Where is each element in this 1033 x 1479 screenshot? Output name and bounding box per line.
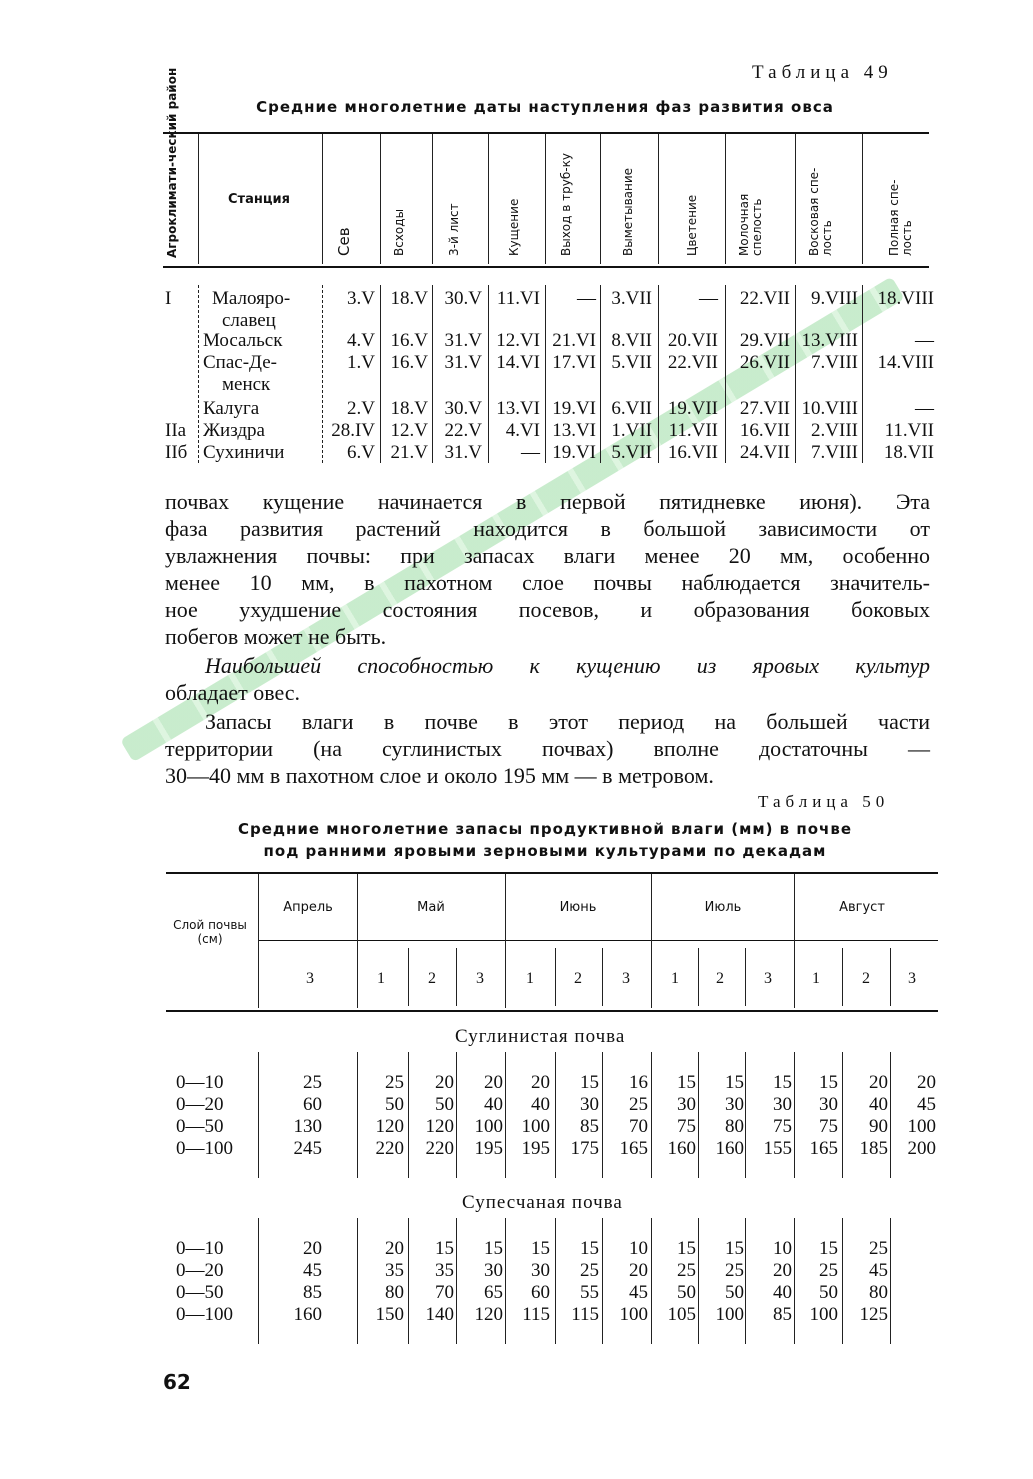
t50-decade-divider	[890, 948, 891, 1006]
t49-value-cell: 12.V	[390, 420, 428, 441]
t50-body-divider	[842, 1218, 843, 1344]
t50-divider	[258, 874, 259, 1008]
t50-value-cell: 100	[809, 1304, 838, 1325]
t50-value-cell: 15	[435, 1238, 454, 1259]
t49-value-cell: 7.VIII	[811, 442, 858, 463]
t49-value-cell: 2.VIII	[811, 420, 858, 441]
t50-value-cell: 25	[385, 1072, 404, 1093]
t49-header-wax-ripeness: Восковая спе-лость	[807, 167, 834, 256]
t50-value-cell: 165	[809, 1138, 838, 1159]
t49-value-cell: 31.V	[444, 352, 482, 373]
t49-body-divider	[380, 285, 381, 463]
t50-divider	[794, 874, 795, 1008]
t50-value-cell: 30	[677, 1094, 696, 1115]
t50-value-cell: 155	[763, 1138, 792, 1159]
p3-line: территории (на суглинистых почвах) вполне достаточны —	[165, 736, 930, 761]
t49-value-cell: 9.VIII	[811, 288, 858, 309]
t49-value-cell: 7.VIII	[811, 352, 858, 373]
t50-value-cell: 45	[629, 1282, 648, 1303]
t49-body-divider	[725, 285, 726, 463]
t49-station-cell-cont: славец	[222, 310, 276, 331]
t49-value-cell: 8.VII	[611, 330, 652, 351]
p2-line: Наибольшей способностью к кущению из яровых культур	[205, 653, 930, 678]
t49-body-divider	[658, 285, 659, 463]
t49-col-divider	[198, 134, 199, 264]
t50-value-cell: 30	[725, 1094, 744, 1115]
t50-value-cell: 40	[773, 1282, 792, 1303]
t50-value-cell: 25	[677, 1260, 696, 1281]
p3-last-line: 30—40 мм в пахотном слое и около 195 мм — в метровом.	[165, 763, 714, 788]
t50-value-cell: 20	[303, 1238, 322, 1259]
table50-month-rule	[258, 940, 938, 941]
t50-value-cell: 15	[677, 1238, 696, 1259]
t50-value-cell: 100	[474, 1116, 503, 1137]
t50-body-divider	[794, 1218, 795, 1344]
t50-value-cell: 45	[303, 1260, 322, 1281]
t49-header-full-ripeness: Полная спе-лость	[887, 179, 914, 256]
t50-decade-header: 2	[428, 970, 436, 987]
t49-col-divider	[658, 134, 659, 264]
t50-month-header: Август	[839, 900, 885, 915]
t50-value-cell: 20	[773, 1260, 792, 1281]
t50-month-header: Июнь	[559, 900, 597, 915]
t49-value-cell: 18.V	[390, 288, 428, 309]
t50-layer-cell: 0—20	[176, 1260, 224, 1281]
t49-col-divider	[545, 134, 546, 264]
t49-value-cell: 20.VII	[667, 330, 718, 351]
t49-value-cell: 16.V	[390, 330, 428, 351]
t50-value-cell: 35	[385, 1260, 404, 1281]
t49-value-cell: 11.VI	[496, 288, 540, 309]
t50-value-cell: 185	[859, 1138, 888, 1159]
t50-decade-divider	[555, 948, 556, 1006]
t49-value-cell: 18.V	[390, 398, 428, 419]
t50-value-cell: 75	[677, 1116, 696, 1137]
t49-value-cell: 21.V	[390, 442, 428, 463]
t50-value-cell: 75	[773, 1116, 792, 1137]
t50-value-cell: 20	[629, 1260, 648, 1281]
t50-layer-cell: 0—50	[176, 1282, 224, 1303]
t50-value-cell: 10	[773, 1238, 792, 1259]
t50-value-cell: 25	[629, 1094, 648, 1115]
t50-value-cell: 220	[425, 1138, 454, 1159]
t49-value-cell: 4.VI	[505, 420, 540, 441]
t50-body-divider	[357, 1052, 358, 1178]
t49-value-cell: 24.VII	[739, 442, 790, 463]
t50-decade-header: 2	[574, 970, 582, 987]
t49-header-milk-ripeness: Молочная спелость	[737, 193, 764, 256]
t49-value-cell: 31.V	[444, 442, 482, 463]
t50-body-divider	[602, 1052, 603, 1178]
t49-header-station: Станция	[228, 192, 290, 207]
t50-body-divider	[555, 1052, 556, 1178]
t50-value-cell: 20	[917, 1072, 936, 1093]
t50-layer-cell: 0—50	[176, 1116, 224, 1137]
t50-body-divider	[745, 1052, 746, 1178]
t49-col-divider	[725, 134, 726, 264]
t50-decade-header: 3	[622, 970, 630, 987]
table50-top-rule	[166, 872, 938, 874]
p1-line: ное ухудшение состояния посевов, и образования боковых	[165, 597, 930, 622]
table50-title-line2: под ранними яровыми зерновыми культурами по декадам	[263, 842, 827, 860]
t50-body-divider	[842, 1052, 843, 1178]
t50-value-cell: 105	[667, 1304, 696, 1325]
p3-line: Запасы влаги в почве в этот период на большей части	[205, 709, 930, 734]
t50-value-cell: 160	[293, 1304, 322, 1325]
t50-decade-header: 1	[377, 970, 385, 987]
t50-value-cell: 60	[303, 1094, 322, 1115]
t49-value-cell: 1.V	[347, 352, 375, 373]
t50-month-header: Июль	[704, 900, 742, 915]
t50-decade-divider	[602, 948, 603, 1006]
t49-value-cell: 22.V	[444, 420, 482, 441]
p1-line: менее 10 мм, в пахотном слое почвы наблюдается значитель-	[165, 570, 930, 595]
paragraph-3	[165, 708, 930, 789]
t50-value-cell: 70	[629, 1116, 648, 1137]
table50-title-line1: Средние многолетние запасы продуктивной влаги (мм) в почве	[237, 820, 853, 838]
t50-value-cell: 125	[859, 1304, 888, 1325]
t49-value-cell: 13.VI	[496, 398, 540, 419]
t49-value-cell: 21.VI	[552, 330, 596, 351]
t50-value-cell: 15	[531, 1238, 550, 1259]
t49-value-cell: —	[577, 288, 596, 309]
t49-value-cell: 30.V	[444, 288, 482, 309]
t50-value-cell: 100	[619, 1304, 648, 1325]
t50-section-title: Суглинистая почва	[455, 1026, 626, 1047]
t50-value-cell: 85	[303, 1282, 322, 1303]
t50-value-cell: 50	[435, 1094, 454, 1115]
t50-value-cell: 30	[773, 1094, 792, 1115]
t49-value-cell: 3.V	[347, 288, 375, 309]
t49-header-region: Агроклимати-ческий район	[165, 67, 179, 258]
t49-value-cell: 19.VI	[552, 398, 596, 419]
t50-value-cell: 10	[629, 1238, 648, 1259]
t49-value-cell: 10.VIII	[801, 398, 858, 419]
t49-value-cell: 1.VII	[611, 420, 652, 441]
t50-value-cell: 100	[715, 1304, 744, 1325]
t49-station-cell: Сухиничи	[203, 442, 285, 463]
t50-layer-cell: 0—100	[176, 1304, 233, 1325]
t50-value-cell: 70	[435, 1282, 454, 1303]
table49-top-rule	[163, 132, 929, 134]
p1-last-line: побегов может не быть.	[165, 624, 387, 649]
t49-value-cell: 27.VII	[739, 398, 790, 419]
t49-col-divider	[380, 134, 381, 264]
t50-body-divider	[794, 1052, 795, 1178]
t50-body-divider	[456, 1052, 457, 1178]
t49-value-cell: 19.VII	[667, 398, 718, 419]
t50-decade-divider	[456, 948, 457, 1006]
t50-value-cell: 35	[435, 1260, 454, 1281]
t50-decade-header: 2	[716, 970, 724, 987]
t50-value-cell: 15	[580, 1072, 599, 1093]
t49-value-cell: —	[915, 398, 934, 419]
t49-body-divider	[322, 285, 323, 463]
t50-value-cell: 120	[375, 1116, 404, 1137]
t49-value-cell: 5.VII	[611, 442, 652, 463]
table50-label: Таблица 50	[758, 792, 890, 811]
t50-decade-divider	[842, 948, 843, 1006]
t49-value-cell: —	[521, 442, 540, 463]
table49-header-rule	[163, 266, 929, 268]
t50-header-layer: Слой почвы (см)	[173, 918, 247, 946]
t50-value-cell: 195	[521, 1138, 550, 1159]
p1-line: увлажнения почвы: при запасах влаги менее 20 мм, особенно	[165, 543, 930, 568]
t50-layer-cell: 0—10	[176, 1072, 224, 1093]
t49-value-cell: 13.VI	[552, 420, 596, 441]
t50-value-cell: 85	[773, 1304, 792, 1325]
t50-value-cell: 220	[375, 1138, 404, 1159]
t50-month-header: Май	[417, 900, 445, 915]
t50-decade-header: 3	[306, 970, 314, 987]
t49-value-cell: 17.VI	[552, 352, 596, 373]
t49-col-divider	[600, 134, 601, 264]
t50-value-cell: 25	[303, 1072, 322, 1093]
t50-value-cell: 130	[293, 1116, 322, 1137]
t49-value-cell: 29.VII	[739, 330, 790, 351]
t49-body-divider	[600, 285, 601, 463]
t50-value-cell: 25	[869, 1238, 888, 1259]
t49-station-cell: Мосальск	[203, 330, 283, 351]
paragraph-1	[165, 488, 930, 650]
t50-body-divider	[651, 1052, 652, 1178]
t50-value-cell: 45	[869, 1260, 888, 1281]
t50-body-divider	[602, 1218, 603, 1344]
t49-region-cell: I	[165, 288, 172, 309]
t49-station-cell: Спас-Де-	[203, 352, 277, 373]
t50-decade-header: 3	[476, 970, 484, 987]
t50-divider	[357, 874, 358, 1008]
t49-station-cell-cont: менск	[222, 374, 271, 395]
t50-section-title: Супесчаная почва	[462, 1192, 623, 1213]
t50-value-cell: 120	[425, 1116, 454, 1137]
t50-value-cell: 165	[619, 1138, 648, 1159]
t50-body-divider	[258, 1052, 259, 1178]
t50-value-cell: 100	[521, 1116, 550, 1137]
paragraph-2	[165, 652, 930, 706]
t49-value-cell: 3.VII	[611, 288, 652, 309]
t49-value-cell: 22.VII	[667, 352, 718, 373]
t50-value-cell: 15	[677, 1072, 696, 1093]
t50-value-cell: 200	[907, 1138, 936, 1159]
t49-header-booting: Выход в труб-ку	[559, 153, 573, 256]
t50-body-divider	[357, 1218, 358, 1344]
t49-body-divider	[862, 285, 863, 463]
t50-layer-cell: 0—100	[176, 1138, 233, 1159]
t50-value-cell: 20	[531, 1072, 550, 1093]
t49-value-cell: 31.V	[444, 330, 482, 351]
t49-header-tillering: Кущение	[507, 198, 521, 256]
table49-title: Средние многолетние даты наступления фаз развития овса	[256, 98, 834, 116]
t50-layer-cell: 0—10	[176, 1238, 224, 1259]
t50-value-cell: 15	[484, 1238, 503, 1259]
t49-header-third-leaf: 3-й лист	[447, 203, 461, 256]
t49-body-divider	[795, 285, 796, 463]
t50-body-divider	[890, 1052, 891, 1178]
t49-value-cell: 12.VI	[496, 330, 540, 351]
table49-label: Таблица 49	[752, 62, 893, 83]
t50-value-cell: 45	[917, 1094, 936, 1115]
t50-value-cell: 40	[484, 1094, 503, 1115]
t50-value-cell: 40	[869, 1094, 888, 1115]
t50-decade-divider	[698, 948, 699, 1006]
t50-value-cell: 15	[725, 1238, 744, 1259]
t50-value-cell: 80	[725, 1116, 744, 1137]
t49-value-cell: 11.VII	[884, 420, 934, 441]
p2-last-line: обладает овес.	[165, 680, 301, 705]
t50-value-cell: 80	[869, 1282, 888, 1303]
t50-value-cell: 75	[819, 1116, 838, 1137]
t50-body-divider	[698, 1052, 699, 1178]
t49-station-cell: Малояро-	[212, 288, 291, 309]
t50-decade-divider	[745, 948, 746, 1006]
t50-value-cell: 50	[819, 1282, 838, 1303]
t49-value-cell: 14.VI	[496, 352, 540, 373]
t50-decade-header: 2	[862, 970, 870, 987]
t50-decade-header: 1	[812, 970, 820, 987]
t49-value-cell: 26.VII	[739, 352, 790, 373]
t50-value-cell: 115	[571, 1304, 599, 1325]
t50-value-cell: 175	[570, 1138, 599, 1159]
t50-value-cell: 15	[819, 1238, 838, 1259]
t49-value-cell: 19.VI	[552, 442, 596, 463]
t50-body-divider	[698, 1218, 699, 1344]
t50-body-divider	[505, 1052, 506, 1178]
t50-value-cell: 150	[375, 1304, 404, 1325]
table50-header-rule	[166, 1010, 938, 1012]
page-number: 62	[163, 1370, 191, 1394]
t49-header-emergence: Всходы	[392, 208, 406, 256]
t50-body-divider	[456, 1218, 457, 1344]
t50-decade-header: 1	[671, 970, 679, 987]
t50-value-cell: 25	[580, 1260, 599, 1281]
t50-value-cell: 50	[677, 1282, 696, 1303]
t49-body-divider	[545, 285, 546, 463]
t50-value-cell: 50	[725, 1282, 744, 1303]
t50-month-header: Апрель	[283, 900, 333, 915]
t50-value-cell: 100	[907, 1116, 936, 1137]
t50-value-cell: 160	[667, 1138, 696, 1159]
t49-station-cell: Жиздра	[203, 420, 265, 441]
t49-col-divider	[322, 134, 323, 264]
t50-value-cell: 25	[819, 1260, 838, 1281]
t49-value-cell: 11.VII	[668, 420, 718, 441]
t49-value-cell: 18.VII	[883, 442, 934, 463]
p1-line: почвах кущение начинается в первой пятидневке июня). Эта	[165, 489, 930, 514]
t50-value-cell: 115	[522, 1304, 550, 1325]
t50-value-cell: 30	[531, 1260, 550, 1281]
t50-value-cell: 15	[819, 1072, 838, 1093]
t49-header-flowering: Цветение	[685, 194, 699, 256]
t50-value-cell: 20	[385, 1238, 404, 1259]
t50-value-cell: 90	[869, 1116, 888, 1137]
t50-body-divider	[258, 1218, 259, 1344]
t50-value-cell: 245	[293, 1138, 322, 1159]
p1-line: фаза развития растений находится в большой зависимости от	[165, 516, 930, 541]
t50-decade-divider	[408, 948, 409, 1006]
t50-body-divider	[651, 1218, 652, 1344]
t50-divider	[505, 874, 506, 1008]
t50-decade-header: 3	[908, 970, 916, 987]
t49-header-heading: Выметывание	[621, 167, 635, 256]
t50-body-divider	[408, 1052, 409, 1178]
t50-decade-header: 1	[526, 970, 534, 987]
t50-value-cell: 25	[725, 1260, 744, 1281]
t50-value-cell: 15	[773, 1072, 792, 1093]
t50-value-cell: 120	[474, 1304, 503, 1325]
t49-col-divider	[432, 134, 433, 264]
t49-col-divider	[488, 134, 489, 264]
t49-value-cell: 16.VII	[739, 420, 790, 441]
t50-value-cell: 85	[580, 1116, 599, 1137]
t50-body-divider	[555, 1218, 556, 1344]
t49-value-cell: 16.VII	[667, 442, 718, 463]
t49-value-cell: 6.VII	[611, 398, 652, 419]
t50-value-cell: 195	[474, 1138, 503, 1159]
t49-body-divider	[432, 285, 433, 463]
t49-value-cell: 2.V	[347, 398, 375, 419]
t50-value-cell: 20	[435, 1072, 454, 1093]
t49-value-cell: 22.VII	[739, 288, 790, 309]
t49-col-divider	[862, 134, 863, 264]
t50-value-cell: 140	[425, 1304, 454, 1325]
t50-value-cell: 40	[531, 1094, 550, 1115]
t49-value-cell: 13.VIII	[801, 330, 858, 351]
t50-value-cell: 60	[531, 1282, 550, 1303]
t50-body-divider	[408, 1218, 409, 1344]
t49-value-cell: 16.V	[390, 352, 428, 373]
t49-value-cell: 28.IV	[331, 420, 375, 441]
t49-value-cell: 5.VII	[611, 352, 652, 373]
t49-value-cell: —	[915, 330, 934, 351]
t49-value-cell: 18.VIII	[877, 288, 934, 309]
t50-value-cell: 15	[580, 1238, 599, 1259]
t50-value-cell: 30	[819, 1094, 838, 1115]
t50-value-cell: 30	[580, 1094, 599, 1115]
t50-value-cell: 80	[385, 1282, 404, 1303]
t50-body-divider	[890, 1218, 891, 1344]
t49-station-cell: Калуга	[203, 398, 260, 419]
t50-value-cell: 55	[580, 1282, 599, 1303]
t50-value-cell: 15	[725, 1072, 744, 1093]
t50-value-cell: 20	[869, 1072, 888, 1093]
t49-value-cell: 6.V	[347, 442, 375, 463]
t50-body-divider	[745, 1218, 746, 1344]
t50-divider	[651, 874, 652, 1008]
t50-value-cell: 160	[715, 1138, 744, 1159]
t49-body-divider	[198, 285, 199, 463]
t50-decade-header: 3	[764, 970, 772, 987]
t50-value-cell: 65	[484, 1282, 503, 1303]
t49-value-cell: 14.VIII	[877, 352, 934, 373]
t50-layer-cell: 0—20	[176, 1094, 224, 1115]
t50-body-divider	[505, 1218, 506, 1344]
t49-value-cell: 30.V	[444, 398, 482, 419]
t49-col-divider	[795, 134, 796, 264]
t49-body-divider	[488, 285, 489, 463]
t49-region-cell: IIа	[165, 420, 187, 441]
t49-value-cell: —	[699, 288, 718, 309]
t49-value-cell: 4.V	[347, 330, 375, 351]
t49-region-cell: IIб	[165, 442, 188, 463]
t50-value-cell: 30	[484, 1260, 503, 1281]
t49-header-sowing: Сев	[335, 227, 353, 256]
t50-value-cell: 20	[484, 1072, 503, 1093]
t50-value-cell: 16	[629, 1072, 648, 1093]
t50-value-cell: 50	[385, 1094, 404, 1115]
